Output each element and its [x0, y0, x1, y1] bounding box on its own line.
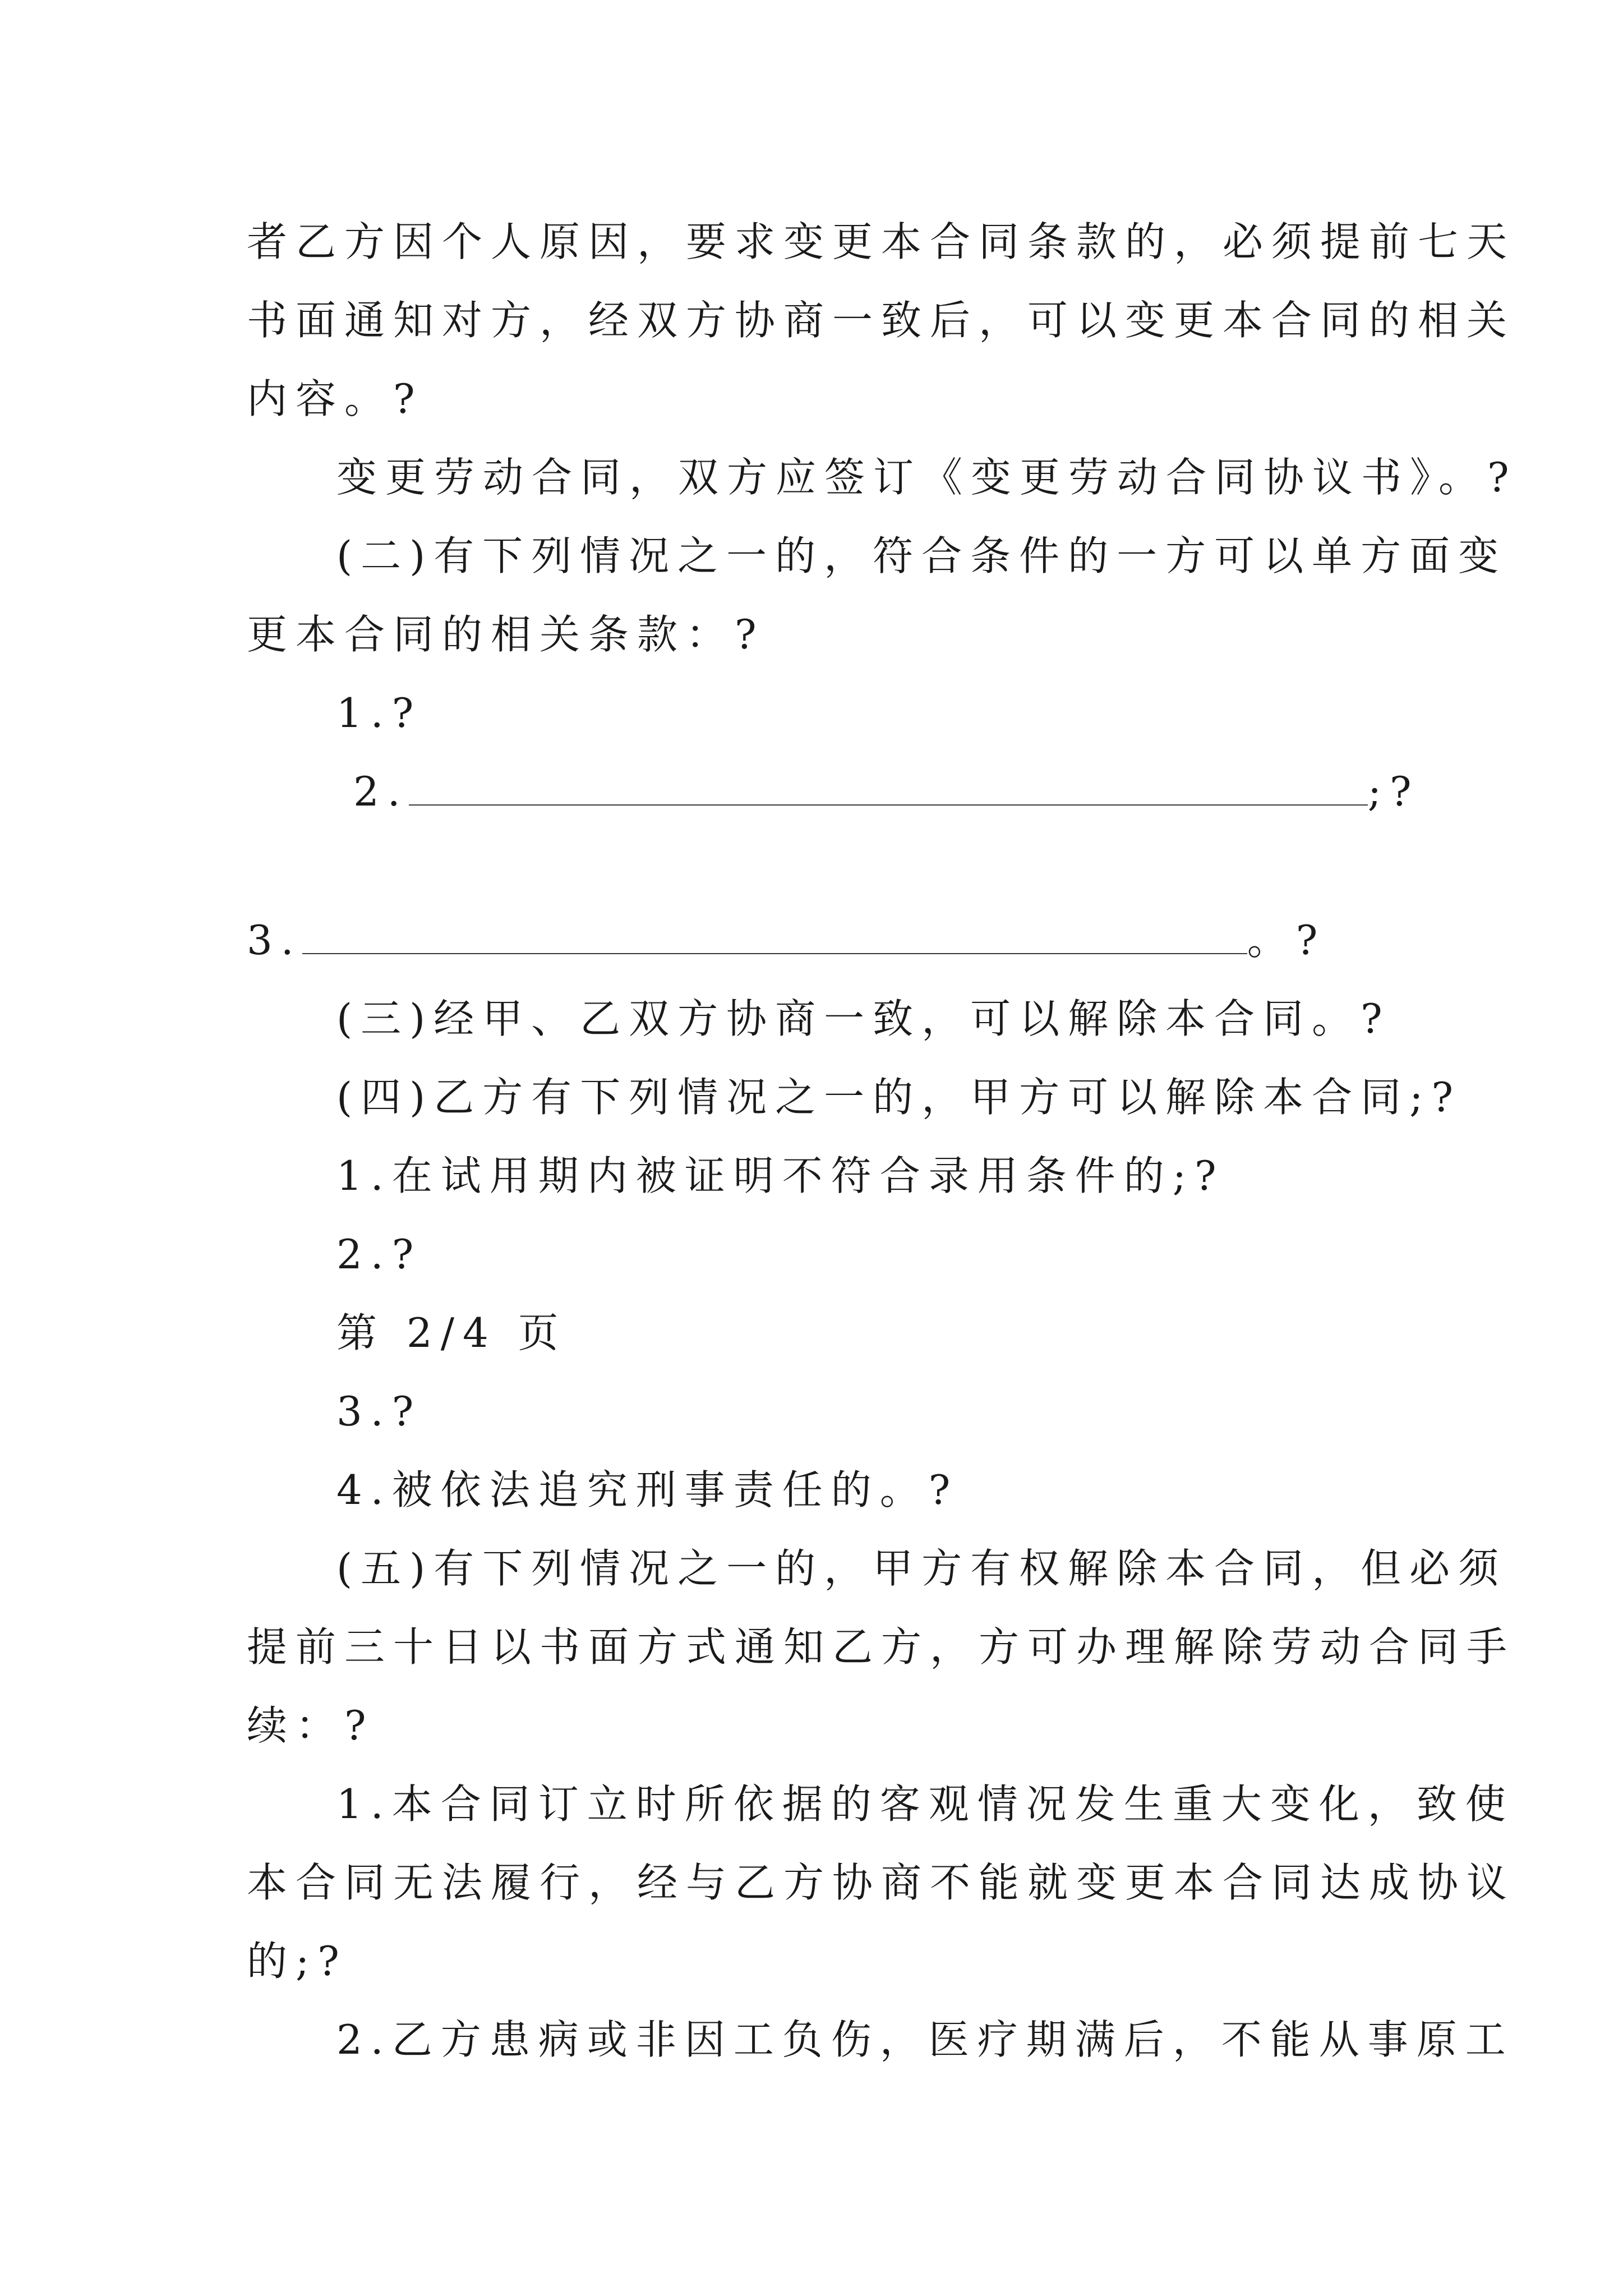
paragraph-line: 变更劳动合同，双方应签订《变更劳动合同协议书》。? [336, 454, 1518, 501]
paragraph-line: 书面通知对方，经双方协商一致后，可以变更本合同的相关 [247, 297, 1516, 344]
list-number: 3. [247, 917, 302, 964]
list-item-blank-3 [247, 917, 1326, 964]
list-suffix: ;? [1367, 768, 1420, 815]
paragraph-line: (五)有下列情况之一的，甲方有权解除本合同，但必须 [336, 1545, 1507, 1592]
paragraph-line: 1.在试用期内被证明不符合录用条件的;? [336, 1152, 1225, 1199]
paragraph-line: 4.被依法追究刑事责任的。? [336, 1466, 959, 1513]
list-suffix: 。? [1247, 917, 1326, 964]
paragraph-line: 内容。? [247, 375, 423, 422]
paragraph-line: 1.? [336, 689, 422, 737]
paragraph-line: (二)有下列情况之一的，符合条件的一方可以单方面变 [336, 532, 1507, 579]
paragraph-line: 更本合同的相关条款：? [247, 611, 765, 658]
list-number: 2. [353, 768, 409, 815]
paragraph-line: 本合同无法履行，经与乙方协商不能就变更本合同达成协议 [247, 1859, 1516, 1906]
page-number: 第 2/4 页 [336, 1309, 567, 1356]
paragraph-line: 提前三十日以书面方式通知乙方，方可办理解除劳动合同手 [247, 1623, 1516, 1671]
paragraph-line: 3.? [336, 1388, 422, 1435]
paragraph-line: 者乙方因个人原因，要求变更本合同条款的，必须提前七天 [247, 218, 1516, 265]
paragraph-line: 续：? [247, 1702, 375, 1749]
fill-in-blank-line [302, 949, 1247, 954]
paragraph-line: 2.乙方患病或非因工负伤，医疗期满后，不能从事原工 [336, 2016, 1514, 2063]
paragraph-line: 的;? [247, 1938, 348, 1985]
paragraph-line: (三)经甲、乙双方协商一致，可以解除本合同。? [336, 995, 1391, 1042]
list-item-blank-2 [353, 768, 1420, 815]
paragraph-line: 2.? [336, 1231, 422, 1278]
paragraph-line: (四)乙方有下列情况之一的，甲方可以解除本合同;? [336, 1074, 1462, 1121]
paragraph-line: 1.本合同订立时所依据的客观情况发生重大变化，致使 [336, 1780, 1514, 1828]
fill-in-blank-line [409, 800, 1368, 806]
